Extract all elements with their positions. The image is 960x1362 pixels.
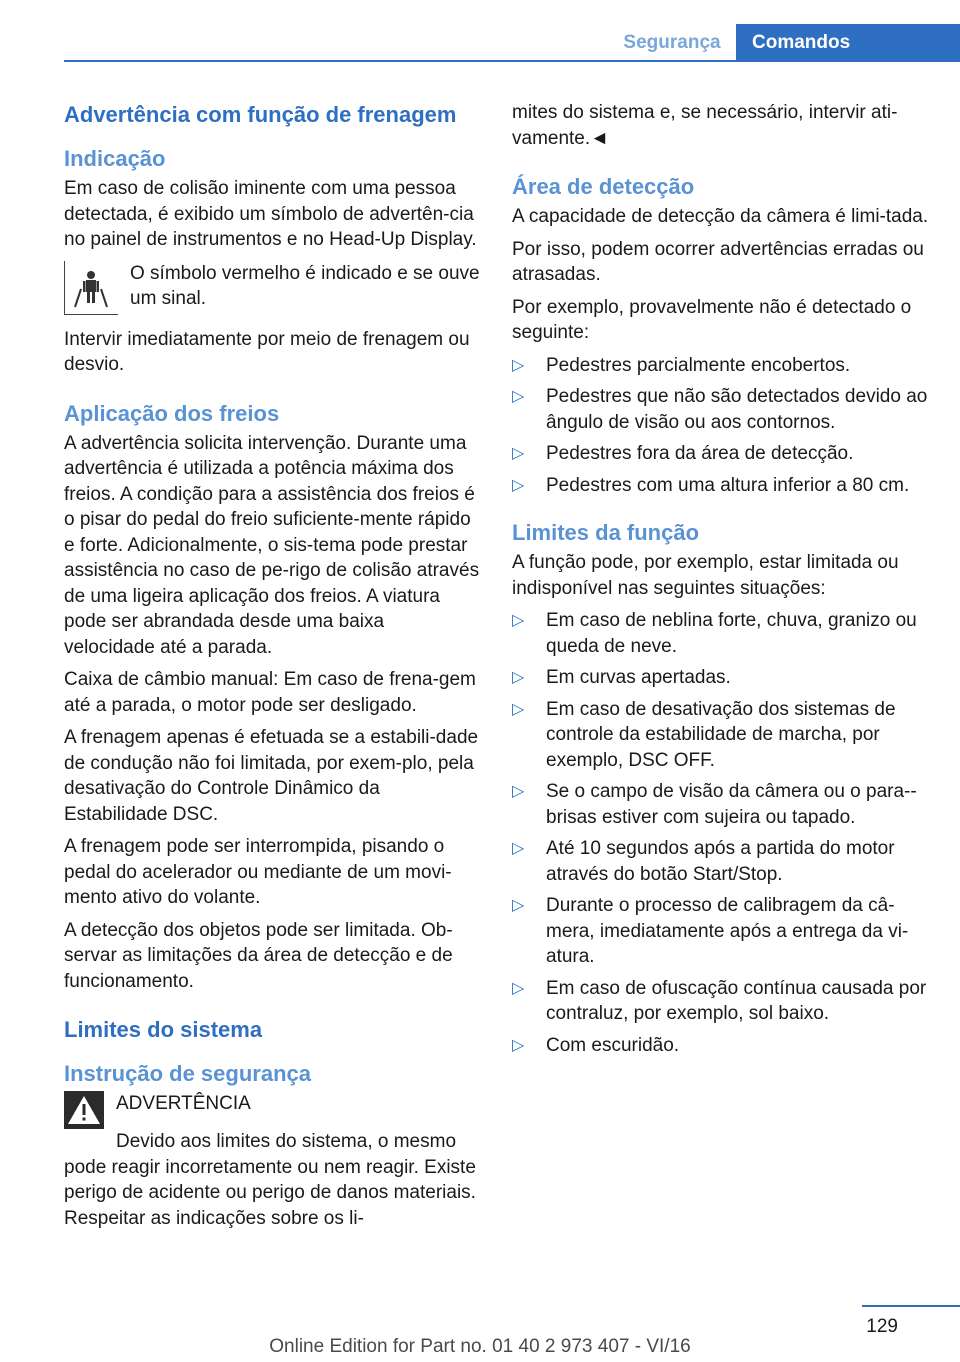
list-item: ▷ Até 10 segundos após a partida do motor através do botão Start/Stop.: [512, 838, 895, 885]
warning-triangle-icon: [64, 1091, 104, 1129]
triangle-bullet-icon: ▷: [512, 476, 525, 494]
pedestrian-warning-icon: [64, 261, 118, 315]
tab-section: Segurança: [623, 32, 721, 53]
symbol-text: O símbolo vermelho é indicado e se ouve um sinal.: [130, 262, 480, 309]
page-number: 129: [866, 1316, 898, 1337]
list-item: ▷ Pedestres fora da área de detecção.: [512, 441, 932, 467]
list-item: ▷ Pedestres parcialmente encobertos.: [512, 353, 932, 379]
heading-aplicacao: Aplicação dos freios: [64, 400, 280, 426]
list-item: ▷ Pedestres com uma altura inferior a 80 cm.: [512, 473, 932, 499]
list-item: ▷ Se o campo de visão da câmera ou o para--brisas estiver com sujeira ou tapado.: [512, 781, 917, 828]
triangle-bullet-icon: ▷: [512, 897, 525, 914]
list-funcao: [512, 608, 932, 1058]
warning-text: Devido aos limites do sistema, o mesmo pode reagir incorretamente ou nem reagir. Existe perigo de acidente ou perigo de danos materiais. Respeitar as indicações sobre os li-: [64, 1131, 476, 1229]
paragraph-continuation: mites do sistema e, se necessário, intervir ati-vamente.◄: [512, 102, 898, 149]
tab-chapter: Comandos: [736, 24, 960, 62]
paragraph-indicacao: Em caso de colisão iminente com uma pessoa detectada, é exibido um símbolo de advertên-cia no painel de instrumentos e no Head-Up Display.: [64, 178, 477, 250]
triangle-bullet-icon: ▷: [512, 356, 525, 374]
paragraph-intervir: Intervir imediatamente por meio de frenagem ou desvio.: [64, 328, 470, 375]
heading-instrucao: Instrução de segurança: [64, 1061, 311, 1086]
paragraph-area-3: Por exemplo, provavelmente não é detectado o seguinte:: [512, 296, 912, 343]
page-number-rule: [862, 1305, 960, 1307]
list-area: [512, 353, 932, 499]
heading-area: Área de detecção: [512, 174, 695, 199]
triangle-bullet-icon: ▷: [512, 783, 525, 800]
list-item: ▷ Em caso de ofuscação contínua causada por contraluz, por exemplo, sol baixo.: [512, 977, 927, 1024]
heading-indicacao: Indicação: [64, 146, 166, 171]
paragraph-area-1: A capacidade de detecção da câmera é limi-tada.: [512, 206, 929, 227]
paragraph-aplicacao-1: A advertência solicita intervenção. Durante uma advertência é utilizada a potência máxima dos freios. A condição para a assistência dos freios é o pisar do pedal do freio suficiente-mente rápido e forte. Adicionalmente, o sis-tema pode prestar assistência no caso de pe-rigo de colisão através de uma ligeira aplicação dos freios. A viatura pode ser abrandada desde uma baixa velocidade até a parada.: [64, 432, 480, 658]
paragraph-aplicacao-3: A frenagem apenas é efetuada se a estabili-dade de condução não foi limitada, por exem-plo, pela desativação do Controle Dinâmico da Estabilidade DSC.: [64, 727, 479, 825]
list-item: ▷ Em curvas apertadas.: [512, 665, 932, 691]
triangle-bullet-icon: ▷: [512, 840, 525, 857]
triangle-bullet-icon: ▷: [512, 979, 525, 997]
triangle-bullet-icon: ▷: [512, 700, 525, 718]
triangle-bullet-icon: ▷: [512, 669, 525, 686]
paragraph-aplicacao-4: A frenagem pode ser interrompida, pisando o pedal do acelerador ou mediante de um movi-mento ativo do volante.: [64, 836, 452, 908]
list-item: ▷ Durante o processo de calibragem da câ-mera, imediatamente após a entrega da vi-atura.: [512, 895, 909, 967]
triangle-bullet-icon: ▷: [512, 1036, 525, 1054]
left-column: [64, 100, 480, 1238]
paragraph-area-2: Por isso, podem ocorrer advertências erradas ou atrasadas.: [512, 238, 924, 285]
list-item: ▷ Pedestres que não são detectados devido ao ângulo de visão ou aos contornos.: [512, 386, 928, 433]
header-rule: [64, 60, 960, 62]
paragraph-aplicacao-2: Caixa de câmbio manual: Em caso de frena-gem até a parada, o motor pode ser desligado.: [64, 669, 476, 716]
paragraph-aplicacao-5: A detecção dos objetos pode ser limitada. Ob-servar as limitações da área de detecção e de funcionamento.: [64, 919, 453, 992]
warning-row: [64, 1091, 480, 1129]
triangle-bullet-icon: ▷: [512, 388, 525, 405]
header-tabs: [608, 24, 960, 62]
list-item: ▷ Em caso de desativação dos sistemas de controle da estabilidade de marcha, por exemplo, DSC OFF.: [512, 698, 896, 771]
footer-edition: Online Edition for Part no. 01 40 2 973 407 - VI/16: [269, 1336, 691, 1357]
triangle-bullet-icon: ▷: [512, 612, 525, 629]
triangle-bullet-icon: ▷: [512, 445, 525, 462]
warning-title: ADVERTÊNCIA: [116, 1093, 251, 1114]
paragraph-funcao: A função pode, por exemplo, estar limitada ou indisponível nas seguintes situações:: [512, 552, 899, 599]
heading-funcao: Limites da função: [512, 520, 700, 545]
symbol-row: [64, 261, 480, 315]
heading-limites-sistema: Limites do sistema: [64, 1017, 263, 1042]
heading-main: Advertência com função de frenagem: [64, 102, 457, 127]
list-item: ▷ Em caso de neblina forte, chuva, granizo ou queda de neve.: [512, 610, 917, 657]
list-item: ▷ Com escuridão.: [512, 1033, 932, 1059]
right-column: [512, 100, 932, 1064]
